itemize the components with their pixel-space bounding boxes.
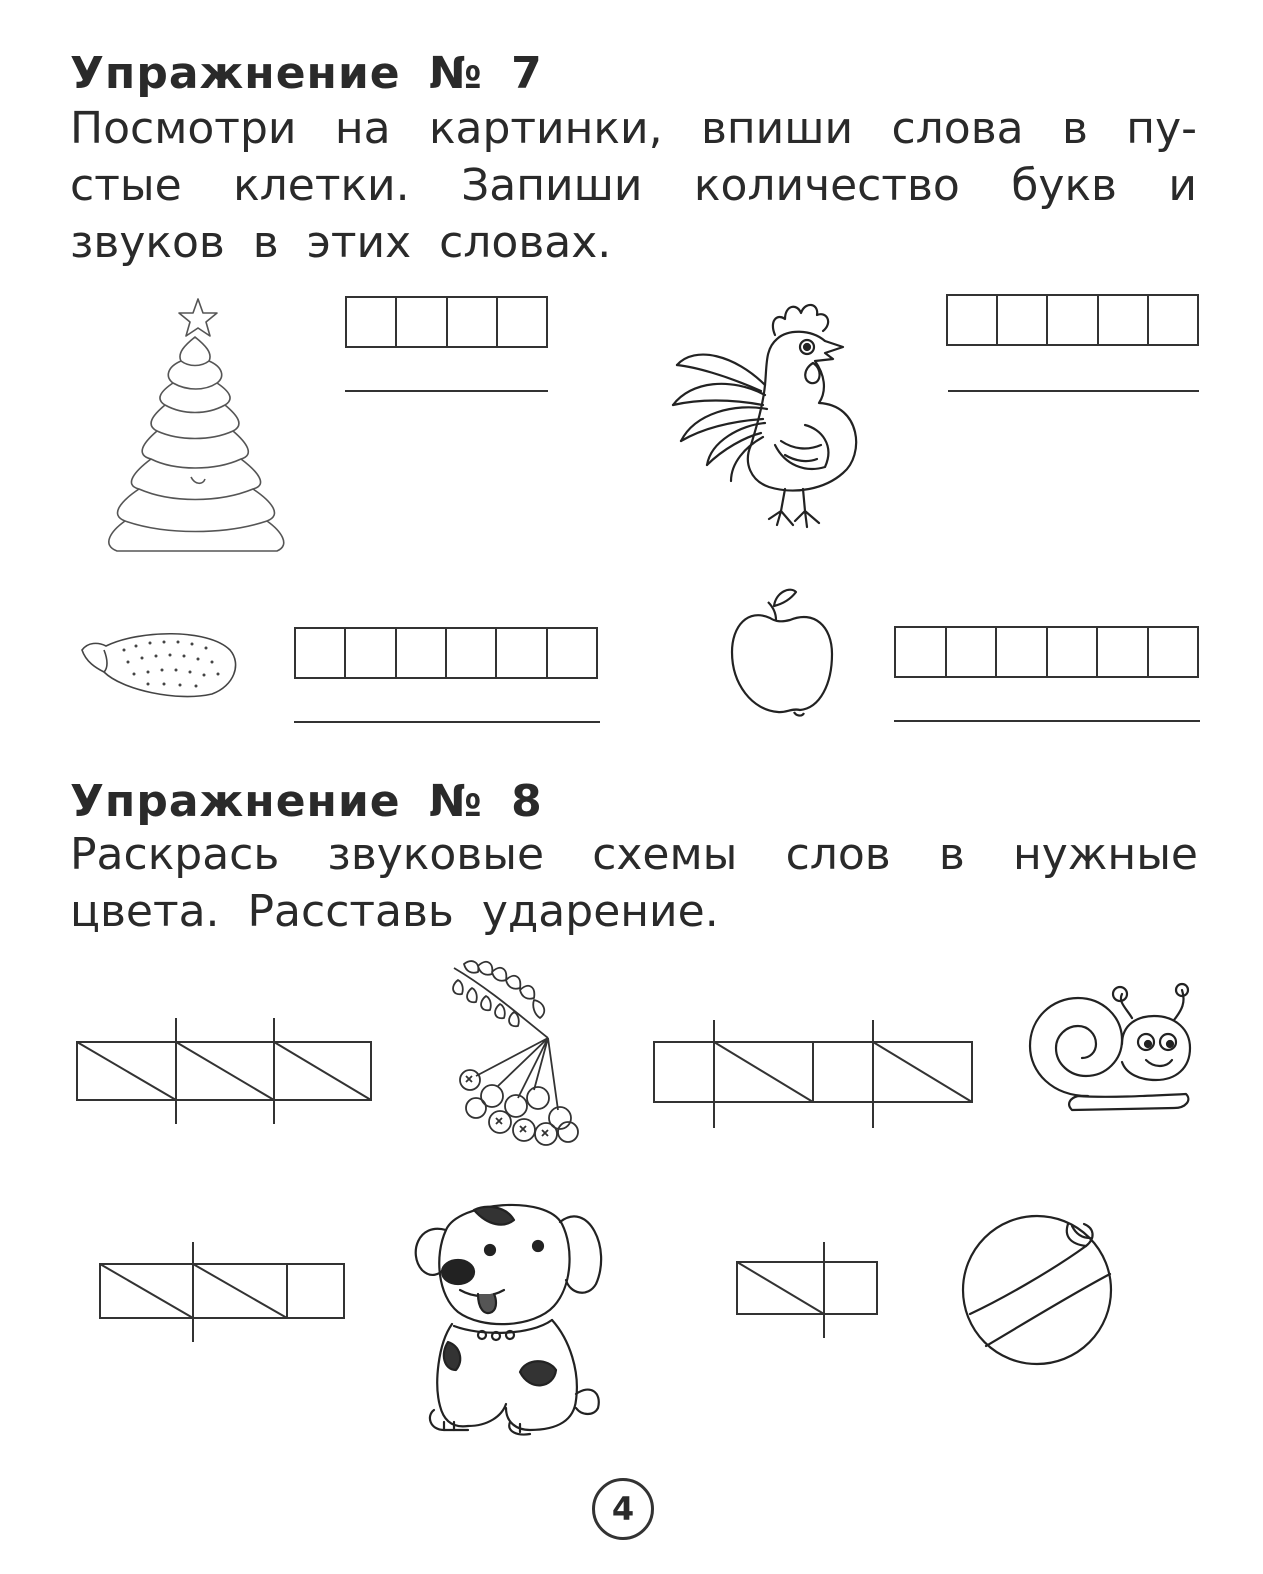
exercise-7-title: Упражнение № 7: [70, 48, 543, 99]
letter-cell[interactable]: [896, 628, 947, 676]
letter-cell[interactable]: [998, 296, 1048, 344]
letter-cell[interactable]: [1048, 628, 1099, 676]
instruction-line: звуков в этих словах.: [70, 217, 612, 268]
letter-cell[interactable]: [947, 628, 998, 676]
cucumber-picture: [78, 628, 240, 698]
letter-cell[interactable]: [1099, 296, 1149, 344]
instruction-line: Посмотри на картинки, впиши слова в пу-: [70, 103, 1197, 154]
fir-tree-picture: [95, 295, 295, 565]
answer-line[interactable]: [948, 390, 1199, 392]
rooster-picture: [665, 295, 865, 535]
letter-cell[interactable]: [1149, 628, 1198, 676]
page-number: 4: [592, 1478, 654, 1540]
rowan-branch-picture: [448, 958, 588, 1158]
sound-scheme-ball[interactable]: [736, 1240, 878, 1340]
letter-cell[interactable]: [1098, 628, 1149, 676]
ball-picture: [960, 1210, 1114, 1368]
letter-cell[interactable]: [347, 298, 397, 346]
exercise-8-instructions: [70, 826, 1198, 940]
letter-cells-rooster[interactable]: [946, 294, 1199, 346]
answer-line[interactable]: [294, 721, 600, 723]
exercise-7-instructions: [70, 100, 1197, 271]
apple-picture: [728, 586, 838, 721]
sound-scheme-snail[interactable]: [653, 1018, 973, 1130]
letter-cell[interactable]: [1048, 296, 1098, 344]
letter-cell[interactable]: [447, 629, 497, 677]
letter-cell[interactable]: [548, 629, 596, 677]
snail-picture: [1026, 984, 1198, 1118]
letter-cell[interactable]: [397, 629, 447, 677]
letter-cell[interactable]: [397, 298, 447, 346]
exercise-8-title: Упражнение № 8: [70, 776, 543, 827]
instruction-line: Раскрась звуковые схемы слов в нужные: [70, 829, 1198, 880]
puppy-picture: [410, 1194, 610, 1440]
sound-scheme-puppy[interactable]: [99, 1240, 345, 1344]
letter-cells-cucumber[interactable]: [294, 627, 598, 679]
answer-line[interactable]: [894, 720, 1200, 722]
letter-cells-fir-tree[interactable]: [345, 296, 548, 348]
letter-cell[interactable]: [448, 298, 498, 346]
letter-cell[interactable]: [498, 298, 546, 346]
instruction-line: цвета. Расставь ударение.: [70, 886, 719, 937]
answer-line[interactable]: [345, 390, 548, 392]
letter-cell[interactable]: [1149, 296, 1197, 344]
instruction-line: стые клетки. Запиши количество букв и: [70, 160, 1197, 211]
sound-scheme-rowan[interactable]: [76, 1016, 372, 1126]
letter-cell[interactable]: [296, 629, 346, 677]
letter-cell[interactable]: [497, 629, 547, 677]
letter-cell[interactable]: [346, 629, 396, 677]
letter-cell[interactable]: [997, 628, 1048, 676]
letter-cells-apple[interactable]: [894, 626, 1199, 678]
letter-cell[interactable]: [948, 296, 998, 344]
